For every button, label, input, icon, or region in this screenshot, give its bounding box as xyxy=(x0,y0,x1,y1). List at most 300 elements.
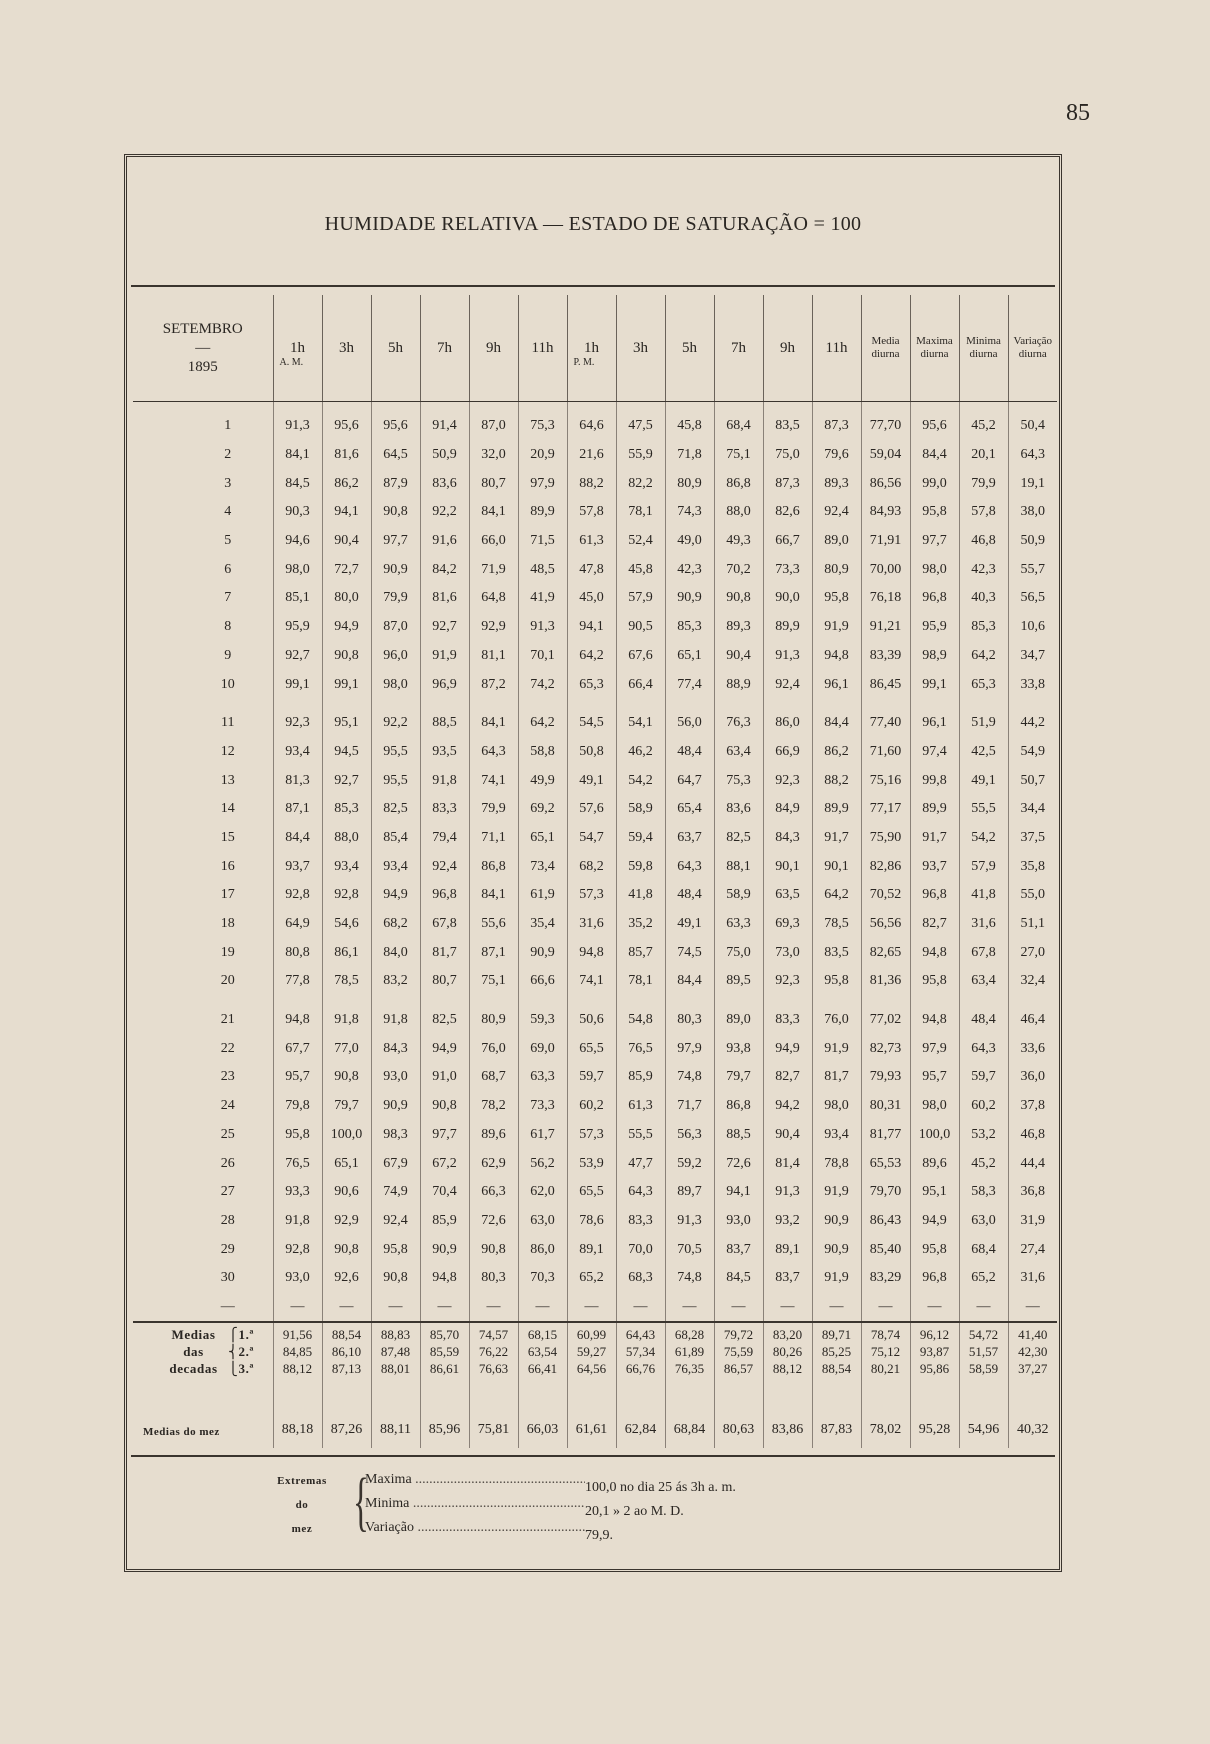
table-cell: 64,2 xyxy=(812,881,861,910)
table-cell: 82,2 xyxy=(616,469,665,498)
table-cell: 54,2 xyxy=(616,766,665,795)
table-cell: 40,3 xyxy=(959,584,1008,613)
table-cell: 56,0 xyxy=(665,709,714,738)
table-cell: 95,8 xyxy=(812,584,861,613)
table-cell: 84,3 xyxy=(763,824,812,853)
table-cell: 64,5 xyxy=(371,441,420,470)
extreme-maxima xyxy=(365,1469,785,1495)
month-mean-row xyxy=(133,1378,1057,1448)
table-cell: 65,5 xyxy=(567,1034,616,1063)
hour-label: 7h xyxy=(731,339,746,356)
table-cell: 64,3 xyxy=(959,1034,1008,1063)
table-cell: 76,0 xyxy=(469,1034,518,1063)
table-cell: 80,21 xyxy=(861,1361,910,1378)
day-number: 29 xyxy=(220,1241,235,1257)
dash-mark: — xyxy=(861,1293,910,1322)
table-cell: 89,6 xyxy=(469,1121,518,1150)
spacer-row xyxy=(133,996,1057,1006)
decade-label xyxy=(133,1361,273,1378)
table-cell: 94,6 xyxy=(273,527,322,556)
table-cell: 94,1 xyxy=(322,498,371,527)
table-cell: 42,3 xyxy=(959,555,1008,584)
table-cell: 67,8 xyxy=(959,938,1008,967)
table-cell: 80,31 xyxy=(861,1092,910,1121)
table-cell: 58,9 xyxy=(714,881,763,910)
table-cell: 80,0 xyxy=(322,584,371,613)
table-cell: 91,9 xyxy=(812,1034,861,1063)
table-cell: 84,85 xyxy=(273,1344,322,1361)
extreme-value: 20,1 » 2 ao M. D. xyxy=(585,1504,684,1519)
month-header xyxy=(133,295,273,402)
table-cell: 84,5 xyxy=(714,1264,763,1293)
table-cell: 66,0 xyxy=(469,527,518,556)
table-cell: 88,18 xyxy=(273,1378,322,1448)
table-cell: 83,86 xyxy=(763,1378,812,1448)
table-cell: 77,0 xyxy=(322,1034,371,1063)
table-cell: 61,89 xyxy=(665,1344,714,1361)
table-cell: 76,22 xyxy=(469,1344,518,1361)
dash-mark: — xyxy=(616,1293,665,1322)
table-cell: 63,54 xyxy=(518,1344,567,1361)
table-cell: 50,9 xyxy=(1008,527,1057,556)
table-cell: 57,34 xyxy=(616,1344,665,1361)
table-cell: 88,01 xyxy=(371,1361,420,1378)
table-cell: 88,5 xyxy=(714,1121,763,1150)
table-cell: 83,5 xyxy=(763,412,812,441)
table-cell: 91,9 xyxy=(812,613,861,642)
table-cell: 81,7 xyxy=(420,938,469,967)
table-cell: 93,2 xyxy=(763,1207,812,1236)
table-cell: 54,1 xyxy=(616,709,665,738)
table-cell: 20,1 xyxy=(959,441,1008,470)
pm-label: P. M. xyxy=(573,356,595,368)
table-cell: 96,0 xyxy=(371,642,420,671)
table-cell: 88,9 xyxy=(714,670,763,699)
table-cell: 93,87 xyxy=(910,1344,959,1361)
table-cell: 81,77 xyxy=(861,1121,910,1150)
hour-label: 3h xyxy=(339,339,354,356)
table-cell: 68,15 xyxy=(518,1327,567,1344)
table-cell: 92,7 xyxy=(322,766,371,795)
table-cell: 70,0 xyxy=(616,1235,665,1264)
table-cell: 89,6 xyxy=(910,1149,959,1178)
table-cell: 49,1 xyxy=(959,766,1008,795)
table-cell: 75,16 xyxy=(861,766,910,795)
table-row xyxy=(133,527,1057,556)
table-cell: 87,3 xyxy=(763,469,812,498)
table-cell: 31,6 xyxy=(567,910,616,939)
table-cell: 98,9 xyxy=(910,642,959,671)
hour-header xyxy=(665,295,714,402)
table-cell: 81,36 xyxy=(861,967,910,996)
table-cell: 68,3 xyxy=(616,1264,665,1293)
table-cell: 50,8 xyxy=(567,738,616,767)
table-cell: 89,71 xyxy=(812,1327,861,1344)
table-cell: 41,9 xyxy=(518,584,567,613)
table-cell: 80,8 xyxy=(273,938,322,967)
table-cell: 45,8 xyxy=(665,412,714,441)
day-number: 18 xyxy=(220,916,235,932)
table-cell: 54,5 xyxy=(567,709,616,738)
table-cell: 83,3 xyxy=(763,1006,812,1035)
table-cell: 85,25 xyxy=(812,1344,861,1361)
table-cell: 90,9 xyxy=(812,1235,861,1264)
table-cell: 75,12 xyxy=(861,1344,910,1361)
dash-mark: — xyxy=(518,1293,567,1322)
table-cell: 57,9 xyxy=(616,584,665,613)
table-cell: 37,27 xyxy=(1008,1361,1057,1378)
table-cell: 57,6 xyxy=(567,795,616,824)
table-cell: 94,8 xyxy=(812,642,861,671)
table-cell: 89,0 xyxy=(714,1006,763,1035)
table-row xyxy=(133,938,1057,967)
table-cell: 92,2 xyxy=(371,709,420,738)
table-cell: 80,9 xyxy=(469,1006,518,1035)
table-cell: 97,9 xyxy=(910,1034,959,1063)
title-divider xyxy=(131,285,1055,287)
table-cell: 93,4 xyxy=(322,852,371,881)
extreme-name: Minima ..... xyxy=(365,1493,585,1515)
table-cell: 88,83 xyxy=(371,1327,420,1344)
table-row xyxy=(133,1121,1057,1150)
table-cell: 64,9 xyxy=(273,910,322,939)
table-cell: 74,1 xyxy=(567,967,616,996)
table-cell: 83,2 xyxy=(371,967,420,996)
table-row xyxy=(133,555,1057,584)
am-label: A. M. xyxy=(279,356,304,368)
table-cell: 100,0 xyxy=(322,1121,371,1150)
table-cell: 66,76 xyxy=(616,1361,665,1378)
day-number: 23 xyxy=(220,1069,235,1085)
table-cell: 87,3 xyxy=(812,412,861,441)
table-cell: 68,7 xyxy=(469,1063,518,1092)
table-cell: 96,8 xyxy=(910,1264,959,1293)
table-cell: 74,2 xyxy=(518,670,567,699)
table-cell: 49,0 xyxy=(665,527,714,556)
table-cell: 42,3 xyxy=(665,555,714,584)
table-cell: 89,3 xyxy=(812,469,861,498)
table-cell: 78,5 xyxy=(812,910,861,939)
brace-segment: ⎩ xyxy=(228,1361,239,1377)
table-cell: 84,93 xyxy=(861,498,910,527)
table-cell: 86,0 xyxy=(518,1235,567,1264)
table-cell: 83,39 xyxy=(861,642,910,671)
table-cell: 94,9 xyxy=(763,1034,812,1063)
table-cell: 86,8 xyxy=(714,1092,763,1121)
table-cell: 80,3 xyxy=(469,1264,518,1293)
hour-header xyxy=(714,295,763,402)
table-cell: 57,8 xyxy=(567,498,616,527)
table-row xyxy=(133,441,1057,470)
table-cell: 95,6 xyxy=(322,412,371,441)
dash-mark: — xyxy=(420,1293,469,1322)
table-cell: 93,3 xyxy=(273,1178,322,1207)
table-cell: 85,9 xyxy=(616,1063,665,1092)
table-cell: 95,5 xyxy=(371,738,420,767)
table-cell: 65,3 xyxy=(959,670,1008,699)
table-cell: 81,7 xyxy=(812,1063,861,1092)
hour-label: 11h xyxy=(531,339,554,356)
table-cell: 61,3 xyxy=(616,1092,665,1121)
table-cell: 95,28 xyxy=(910,1378,959,1448)
table-cell: 53,9 xyxy=(567,1149,616,1178)
table-cell: 93,8 xyxy=(714,1034,763,1063)
table-cell: 90,8 xyxy=(371,498,420,527)
table-cell: 45,8 xyxy=(616,555,665,584)
table-cell: 75,3 xyxy=(518,412,567,441)
table-cell: 97,4 xyxy=(910,738,959,767)
table-cell: 75,1 xyxy=(714,441,763,470)
table-cell: 82,73 xyxy=(861,1034,910,1063)
month-mean-label: Medias do mez xyxy=(143,1425,220,1438)
table-cell: 83,7 xyxy=(763,1264,812,1293)
table-cell: 88,11 xyxy=(371,1378,420,1448)
table-cell: 95,8 xyxy=(910,498,959,527)
dash-mark: — xyxy=(469,1293,518,1322)
spacer-row xyxy=(133,699,1057,709)
table-cell: 84,1 xyxy=(469,709,518,738)
table-cell: 44,2 xyxy=(1008,709,1057,738)
table-cell: 76,35 xyxy=(665,1361,714,1378)
table-cell: 60,99 xyxy=(567,1327,616,1344)
table-cell: 85,70 xyxy=(420,1327,469,1344)
table-cell: 92,8 xyxy=(273,1235,322,1264)
table-cell: 72,6 xyxy=(714,1149,763,1178)
table-cell: 60,2 xyxy=(959,1092,1008,1121)
table-cell: 56,5 xyxy=(1008,584,1057,613)
table-cell: 92,7 xyxy=(420,613,469,642)
decade-mean-row xyxy=(133,1327,1057,1344)
hour-label: 9h xyxy=(780,339,795,356)
table-cell: 35,2 xyxy=(616,910,665,939)
table-cell: 88,0 xyxy=(714,498,763,527)
table-cell: 94,5 xyxy=(322,738,371,767)
day-number: 12 xyxy=(220,743,235,759)
table-cell: 80,9 xyxy=(812,555,861,584)
table-cell: 95,7 xyxy=(273,1063,322,1092)
hour-label: 7h xyxy=(437,339,452,356)
table-cell: 64,2 xyxy=(567,642,616,671)
media-diurna-header: Media diurna xyxy=(861,295,910,402)
table-cell: 94,8 xyxy=(910,1006,959,1035)
table-cell: 74,5 xyxy=(665,938,714,967)
table-cell: 76,18 xyxy=(861,584,910,613)
table-cell: 65,53 xyxy=(861,1149,910,1178)
table-cell: 80,9 xyxy=(665,469,714,498)
table-cell: 94,1 xyxy=(567,613,616,642)
day-number: 15 xyxy=(220,829,235,845)
table-cell: 91,3 xyxy=(518,613,567,642)
table-cell: 83,6 xyxy=(714,795,763,824)
table-cell: 79,9 xyxy=(371,584,420,613)
table-cell: 90,8 xyxy=(371,1264,420,1293)
table-cell: 91,3 xyxy=(763,1178,812,1207)
hour-header xyxy=(763,295,812,402)
table-cell: 96,9 xyxy=(420,670,469,699)
decade-caption: decadas xyxy=(169,1361,218,1377)
dash-mark: — xyxy=(959,1293,1008,1322)
table-cell: 95,6 xyxy=(910,412,959,441)
table-cell: 90,3 xyxy=(273,498,322,527)
table-cell: 85,1 xyxy=(273,584,322,613)
table-cell: 51,57 xyxy=(959,1344,1008,1361)
table-cell: 98,0 xyxy=(910,1092,959,1121)
table-cell: 92,3 xyxy=(763,766,812,795)
table-row xyxy=(133,881,1057,910)
table-cell: 70,3 xyxy=(518,1264,567,1293)
table-cell: 77,40 xyxy=(861,709,910,738)
table-row xyxy=(133,1092,1057,1121)
table-cell: 89,1 xyxy=(567,1235,616,1264)
decade-number: 3.ª xyxy=(238,1361,254,1377)
table-cell: 66,7 xyxy=(763,527,812,556)
table-cell: 70,4 xyxy=(420,1178,469,1207)
table-cell: 91,8 xyxy=(322,1006,371,1035)
table-cell: 73,3 xyxy=(518,1092,567,1121)
table-cell: 91,9 xyxy=(812,1264,861,1293)
table-cell: 89,5 xyxy=(714,967,763,996)
table-cell: 76,5 xyxy=(273,1149,322,1178)
table-cell: 64,43 xyxy=(616,1327,665,1344)
table-cell: 42,30 xyxy=(1008,1344,1057,1361)
table-cell: 79,6 xyxy=(812,441,861,470)
table-cell: 100,0 xyxy=(910,1121,959,1150)
table-cell: 84,2 xyxy=(420,555,469,584)
hour-header xyxy=(518,295,567,402)
table-body xyxy=(133,402,1057,1448)
table-cell: 76,0 xyxy=(812,1006,861,1035)
table-cell: 71,60 xyxy=(861,738,910,767)
table-cell: 62,9 xyxy=(469,1149,518,1178)
day-number: 6 xyxy=(224,561,232,577)
table-cell: 63,3 xyxy=(518,1063,567,1092)
table-row xyxy=(133,824,1057,853)
table-cell: 90,0 xyxy=(763,584,812,613)
table-cell: 65,3 xyxy=(567,670,616,699)
table-cell: 57,9 xyxy=(959,852,1008,881)
table-cell: 92,9 xyxy=(322,1207,371,1236)
table-cell: 90,8 xyxy=(420,1092,469,1121)
table-cell: 54,96 xyxy=(959,1378,1008,1448)
table-cell: 83,20 xyxy=(763,1327,812,1344)
table-cell: 66,03 xyxy=(518,1378,567,1448)
table-cell: 96,8 xyxy=(910,881,959,910)
month-dash: — xyxy=(195,340,211,356)
table-cell: 56,56 xyxy=(861,910,910,939)
table-cell: 67,2 xyxy=(420,1149,469,1178)
table-row xyxy=(133,852,1057,881)
table-cell: 65,1 xyxy=(322,1149,371,1178)
table-row xyxy=(133,469,1057,498)
hour-header xyxy=(469,295,518,402)
decade-caption: Medias xyxy=(171,1327,216,1343)
table-cell: 83,3 xyxy=(616,1207,665,1236)
table-cell: 63,4 xyxy=(714,738,763,767)
table-cell: 77,8 xyxy=(273,967,322,996)
table-cell: 50,6 xyxy=(567,1006,616,1035)
table-cell: 75,59 xyxy=(714,1344,763,1361)
table-cell: 86,0 xyxy=(763,709,812,738)
table-cell: 91,8 xyxy=(273,1207,322,1236)
table-cell: 59,2 xyxy=(665,1149,714,1178)
table-cell: 78,6 xyxy=(567,1207,616,1236)
table-cell: 64,3 xyxy=(1008,441,1057,470)
extreme-value: 79,9. xyxy=(585,1528,613,1543)
table-cell: 33,6 xyxy=(1008,1034,1057,1063)
table-row xyxy=(133,1006,1057,1035)
hour-header xyxy=(812,295,861,402)
table-cell: 72,7 xyxy=(322,555,371,584)
table-cell: 66,6 xyxy=(518,967,567,996)
table-cell: 42,5 xyxy=(959,738,1008,767)
table-row xyxy=(133,967,1057,996)
table-cell: 72,6 xyxy=(469,1207,518,1236)
day-number: 26 xyxy=(220,1155,235,1171)
table-cell: 98,0 xyxy=(273,555,322,584)
table-cell: 48,4 xyxy=(665,738,714,767)
table-cell: 31,6 xyxy=(959,910,1008,939)
table-frame xyxy=(124,154,1062,1572)
table-cell: 38,0 xyxy=(1008,498,1057,527)
table-cell: 91,4 xyxy=(420,412,469,441)
table-title: HUMIDADE RELATIVA — ESTADO DE SATURAÇÃO = 100 xyxy=(324,213,862,235)
table-cell: 91,8 xyxy=(371,1006,420,1035)
table-cell: 94,9 xyxy=(420,1034,469,1063)
table-cell: 66,4 xyxy=(616,670,665,699)
table-cell: 47,8 xyxy=(567,555,616,584)
table-cell: 55,6 xyxy=(469,910,518,939)
dash-mark: — xyxy=(665,1293,714,1322)
table-cell: 90,6 xyxy=(322,1178,371,1207)
table-cell: 81,6 xyxy=(420,584,469,613)
table-cell: 98,3 xyxy=(371,1121,420,1150)
table-cell: 66,41 xyxy=(518,1361,567,1378)
extremes-title-line: Extremas xyxy=(277,1475,327,1487)
table-cell: 55,7 xyxy=(1008,555,1057,584)
table-cell: 56,2 xyxy=(518,1149,567,1178)
day-number: 17 xyxy=(220,887,235,903)
table-cell: 60,2 xyxy=(567,1092,616,1121)
table-cell: 75,90 xyxy=(861,824,910,853)
table-cell: 95,5 xyxy=(371,766,420,795)
table-cell: 63,5 xyxy=(763,881,812,910)
table-cell: 99,0 xyxy=(910,469,959,498)
table-cell: 84,3 xyxy=(371,1034,420,1063)
table-cell: 71,91 xyxy=(861,527,910,556)
table-cell: 45,2 xyxy=(959,1149,1008,1178)
table-cell: 70,2 xyxy=(714,555,763,584)
table-cell: 87,0 xyxy=(469,412,518,441)
table-cell: 49,1 xyxy=(567,766,616,795)
table-cell: 46,4 xyxy=(1008,1006,1057,1035)
table-cell: 84,4 xyxy=(910,441,959,470)
table-cell: 92,4 xyxy=(763,670,812,699)
day-number: 22 xyxy=(220,1040,235,1056)
table-cell: 53,2 xyxy=(959,1121,1008,1150)
day-number: 1 xyxy=(224,418,232,434)
table-cell: 86,43 xyxy=(861,1207,910,1236)
table-cell: 75,1 xyxy=(469,967,518,996)
table-cell: 82,7 xyxy=(910,910,959,939)
hour-header xyxy=(273,295,322,402)
table-cell: 85,3 xyxy=(322,795,371,824)
table-cell: 32,4 xyxy=(1008,967,1057,996)
table-cell: 34,7 xyxy=(1008,642,1057,671)
hour-label: 11h xyxy=(825,339,848,356)
table-cell: 91,3 xyxy=(273,412,322,441)
table-cell: 88,5 xyxy=(420,709,469,738)
table-cell: 70,5 xyxy=(665,1235,714,1264)
